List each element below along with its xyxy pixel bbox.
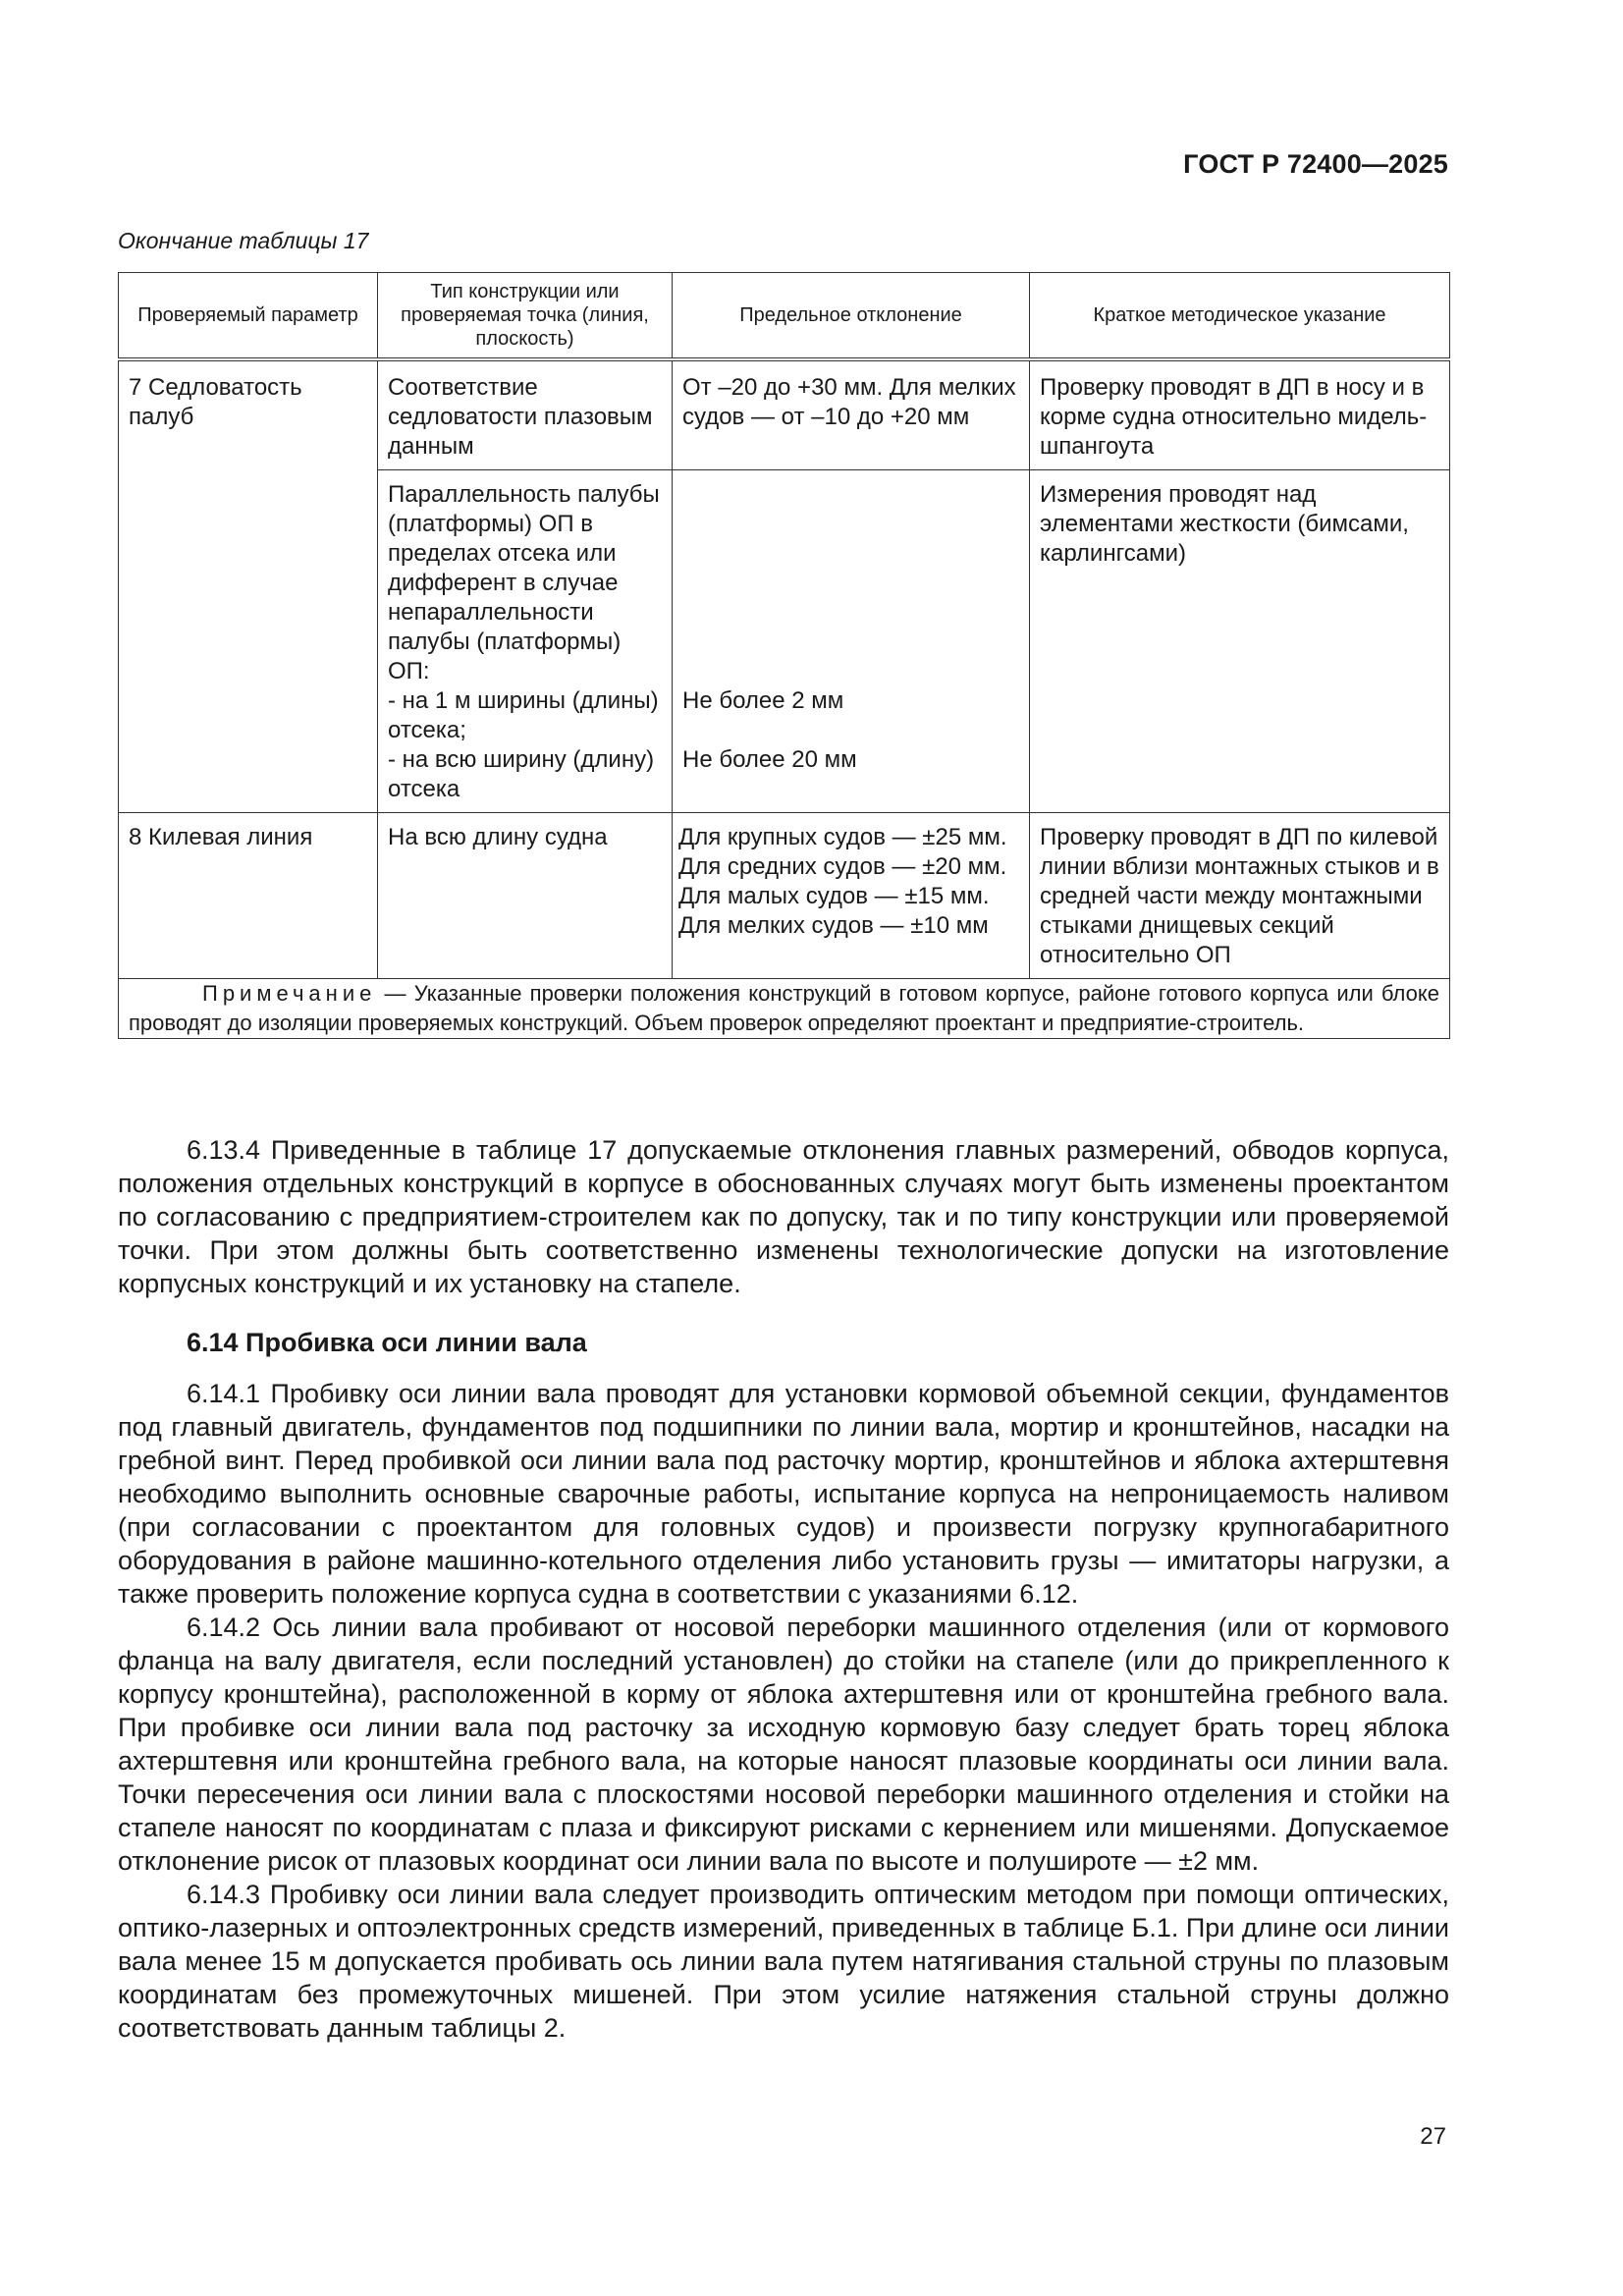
- page-number: 27: [1420, 2123, 1446, 2150]
- table-caption: Окончание таблицы 17: [118, 228, 369, 253]
- row-7b-item-2: - на всю ширину (длину) отсека: [388, 746, 655, 802]
- row-7a-construction: Соответствие седловатости плазовым данным: [378, 359, 673, 470]
- row-7b-construction: [378, 470, 673, 813]
- paragraph-6-14-3: 6.14.3 Пробивку оси линии вала следует производить оптическим методом при помощи оптических, оптико-лазерных и оптоэлектронных средств измерений, приведенных в таблице Б.1. При длине оси линии вала менее 15 м допускается пробивать ось линии вала путем натягивания стальной струны по плазовым координатам без промежуточных мишеней. При этом усилие натяжения стальной струны должно соответствовать данным таблицы 2.: [118, 1880, 1449, 2043]
- table-header-row: [119, 273, 1450, 360]
- column-header-construction: Тип конструкции или проверяемая точка (линия, плоскость): [378, 273, 673, 360]
- paragraph-6-14-2: 6.14.2 Ось линии вала пробивают от носовой переборки машинного отделения (или от кормового фланца на валу двигателя, если последний установлен) до стойки на стапеле (или до прикрепленного к корпусу кронштейна), расположенной в корму от яблока ахтерштевня или от кронштейна гребного вала. При пробивке оси линии вала под расточку за исходную кормовую базу следует брать торец яблока ахтерштевня или кронштейна гребного вала, на которые наносят плазовые координаты оси линии вала. Точки пересечения оси линии вала с плоскостями носовой переборки машинного отделения и стойки на стапеле наносят по координатам с плаза и фиксируют рисками с кернением или мишенями. Допускаемое отклонение рисок от плазовых координат оси линии вала по высоте и полушироте — ±2 мм.: [118, 1613, 1449, 1876]
- row-8-deviation-medium: Для средних судов — ±20 мм.: [678, 853, 1007, 880]
- row-7b-deviation-1: Не более 2 мм: [682, 687, 844, 714]
- column-header-method: Краткое методическое указание: [1030, 273, 1450, 360]
- row-7b-deviation: [673, 470, 1030, 813]
- row-7a-method: Проверку проводят в ДП в носу и в корме судна относительно мидель-шпангоута: [1030, 359, 1450, 470]
- section-6-14-body: [118, 1377, 1449, 2045]
- table-note-row: [119, 979, 1450, 1039]
- tolerance-table: [118, 272, 1450, 1039]
- row-8-deviation-large: Для крупных судов — ±25 мм.: [678, 824, 1007, 850]
- table-note: [119, 979, 1450, 1039]
- column-header-parameter: Проверяемый параметр: [119, 273, 378, 360]
- paragraph-6-13-4-block: [118, 1133, 1449, 1300]
- row-8-deviation: [673, 813, 1030, 979]
- row-8-deviation-tiny: Для мелких судов — ±10 мм: [678, 912, 989, 939]
- section-heading-6-14: 6.14 Пробивка оси линии вала: [187, 1328, 587, 1357]
- note-label: Примечание: [202, 981, 377, 1006]
- row-7b-item-1: - на 1 м ширины (длины) отсека;: [388, 687, 659, 743]
- paragraph-6-13-4: 6.13.4 Приведенные в таблице 17 допускаемые отклонения главных размерений, обводов корпуса, положения отдельных конструкций в корпусе в обоснованных случаях могут быть изменены проектантом по согласованию с предприятием-строителем как по допуску, так и по типу конструкции или проверяемой точки. При этом должны быть соответственно изменены технологические допуски на изготовление корпусных конструкций и их установку на стапеле.: [118, 1135, 1449, 1298]
- row-8-method: Проверку проводят в ДП по килевой линии вблизи монтажных стыков и в средней части между монтажными стыками днищевых секций относительно ОП: [1030, 813, 1450, 979]
- row-7b-construction-text: Параллельность палубы (платформы) ОП в пределах отсека или дифферент в случае непараллельности палубы (платформы) ОП:: [388, 481, 660, 684]
- row-7b-method: Измерения проводят над элементами жесткости (бимсами, карлингсами): [1030, 470, 1450, 813]
- row-8-construction: На всю длину судна: [378, 813, 673, 979]
- table-row: [119, 359, 1450, 470]
- row-7a-deviation: От –20 до +30 мм. Для мелких судов — от –10 до +20 мм: [673, 359, 1030, 470]
- row-8-parameter: 8 Килевая линия: [119, 813, 378, 979]
- row-8-deviation-small: Для малых судов — ±15 мм.: [678, 883, 990, 909]
- column-header-deviation: Предельное отклонение: [673, 273, 1030, 360]
- document-code: ГОСТ Р 72400—2025: [1183, 149, 1448, 179]
- row-7-parameter: 7 Седловатость палуб: [119, 359, 378, 813]
- table-row: [119, 813, 1450, 979]
- row-7b-deviation-2: Не более 20 мм: [682, 746, 857, 773]
- note-text: — Указанные проверки положения конструкций в готовом корпусе, районе готового корпуса или блоке проводят до изоляции проверяемых конструкций. Объем проверок определяют проектант и предприятие-строитель.: [129, 981, 1439, 1035]
- paragraph-6-14-1: 6.14.1 Пробивку оси линии вала проводят для установки кормовой объемной секции, фундаментов под главный двигатель, фундаментов под подшипники по линии вала, мортир и кронштейнов, насадки на гребной винт. Перед пробивкой оси линии вала под расточку мортир, кронштейнов и яблока ахтерштевня необходимо выполнить основные сварочные работы, испытание корпуса на непроницаемость наливом (при согласовании с проектантом для головных судов) и произвести погрузку крупногабаритного оборудования в районе машинно-котельного отделения либо установить грузы — имитаторы нагрузки, а также проверить положение корпуса судна в соответствии с указаниями 6.12.: [118, 1379, 1449, 1609]
